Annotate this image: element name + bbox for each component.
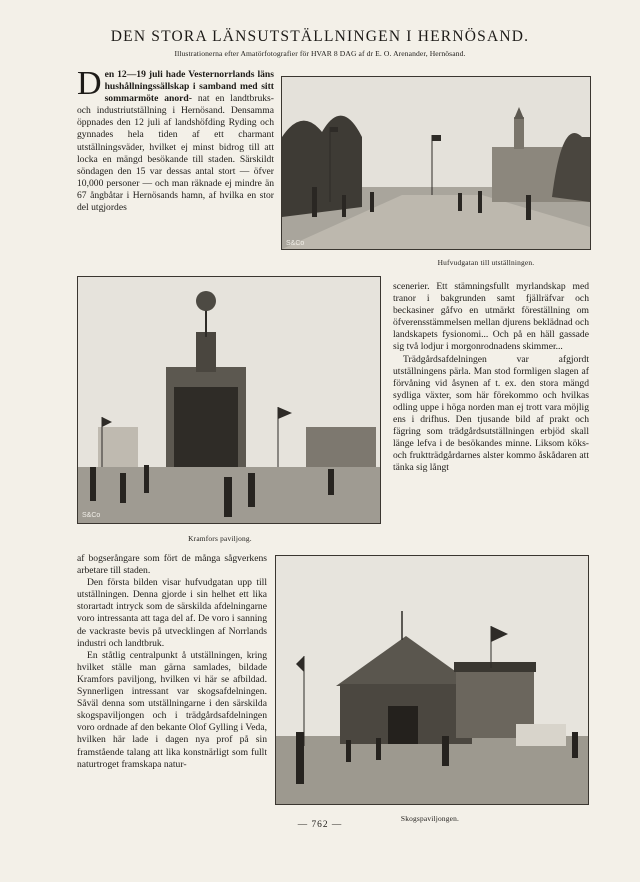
page-number: — 762 —: [297, 820, 343, 830]
page-title: DEN STORA LÄNSUTSTÄLLNINGEN I HERNÖSAND.: [110, 28, 530, 45]
page-subtitle: Illustrationerna efter Amatörfotografier för HVAR 8 DAG af dr E. O. Arenander, Hernösand.: [174, 49, 466, 58]
photo-mark: S&Co: [286, 240, 305, 247]
dropcap: D: [77, 65, 102, 102]
intro-lead: en 12—19 juli hade Vesternorrlands läns hushållningssällskap i samband med sitt sommarmöte anord-: [104, 69, 274, 105]
photo-mark: S&Co: [82, 512, 101, 519]
right-paragraph-1: scenerier. Ett stämningsfullt myrlandskap med tranor i bakgrunden samt fjällräfvar och beckasiner gåfvo en utmärkt föreställning om öfverensstämmelsen mellan djurens beklädnad och landskapets fysionomi... Och på en häll gassade sig två lodjur i morgonrodnadens skimmer...: [393, 281, 589, 353]
caption-main-street: Hufvudgatan till utställningen.: [437, 258, 535, 267]
right-paragraph-2: Trädgårdsafdelningen var afgjordt utställningens pärla. Man stod formligen slagen af förvåning vid åsynen af t. ex. den stora mängd sydliga växter, som här förekommo och hvilkas odling uppe i höga norden man ej trott vara möjlig ens i drifhus. Den tjusande bild af prakt och fägring som trädgårdsutställningen erbjöd skall länge lefva i de besökandes minne. Liksom köks- och fruktträdgårdarnes alster kommo åskådaren att tänka sig långt: [393, 353, 589, 474]
left-paragraph-1: af bogserångare som fört de många sågverkens arbetare till staden.: [77, 553, 267, 577]
photo-skogspaviljongen: [275, 555, 589, 805]
street-illustration: [282, 77, 590, 249]
left-paragraph-2: Den första bilden visar hufvudgatan upp till utställningen. Denna gjorde i sin helhet ett lika storartadt intryck som de särskilda afdelningarne voro intressanta att taga del af. De voro i sanning de vackraste bevis på utvecklingen af Norrlands industri och landtbruk.: [77, 577, 267, 649]
photo-main-street: [281, 76, 591, 250]
intro-column: [77, 65, 274, 214]
left-paragraph-3: En ståtlig centralpunkt å utställningen, kring hvilket ställe man gärna samlades, bildade Kramfors paviljong, hvilken vi här se afbildad. Synnerligen intressant var skogsafdelningen. Såväl denna som utställningarne i den särskilda skogspaviljongen och i trädgårdsafdelningen voro ordnade af den bekante Olof Gylling i Veda, hvilken här lade i dagen nya prof på sin framstående talang att lika konstnärligt som fullt naturtroget framskapa natur-: [77, 649, 267, 770]
intro-body: nat en landtbruks- och industriutställning i Hernösand. Densamma öppnades den 12 juli af landshöfding Ryding och gynnades hela tiden af ett charmant utställningsväder, hvilket ej minst bidrog till att locka en mängd besökande till staden. Särskildt söndagen den 15 var dessas antal stort — öfver 10,000 personer — och man räknade ej mindre än 67 ångbåtar i Hernösands hamn, af hvilka en stor del utgjordes: [77, 93, 274, 214]
right-column: [393, 281, 589, 475]
left-column-bottom: [77, 553, 267, 771]
caption-kramfors: Kramfors paviljong.: [188, 534, 252, 543]
kramfors-illustration: [78, 277, 380, 523]
caption-skogspaviljongen: Skogspaviljongen.: [400, 814, 460, 823]
skog-illustration: [276, 556, 588, 804]
photo-kramfors: [77, 276, 381, 524]
